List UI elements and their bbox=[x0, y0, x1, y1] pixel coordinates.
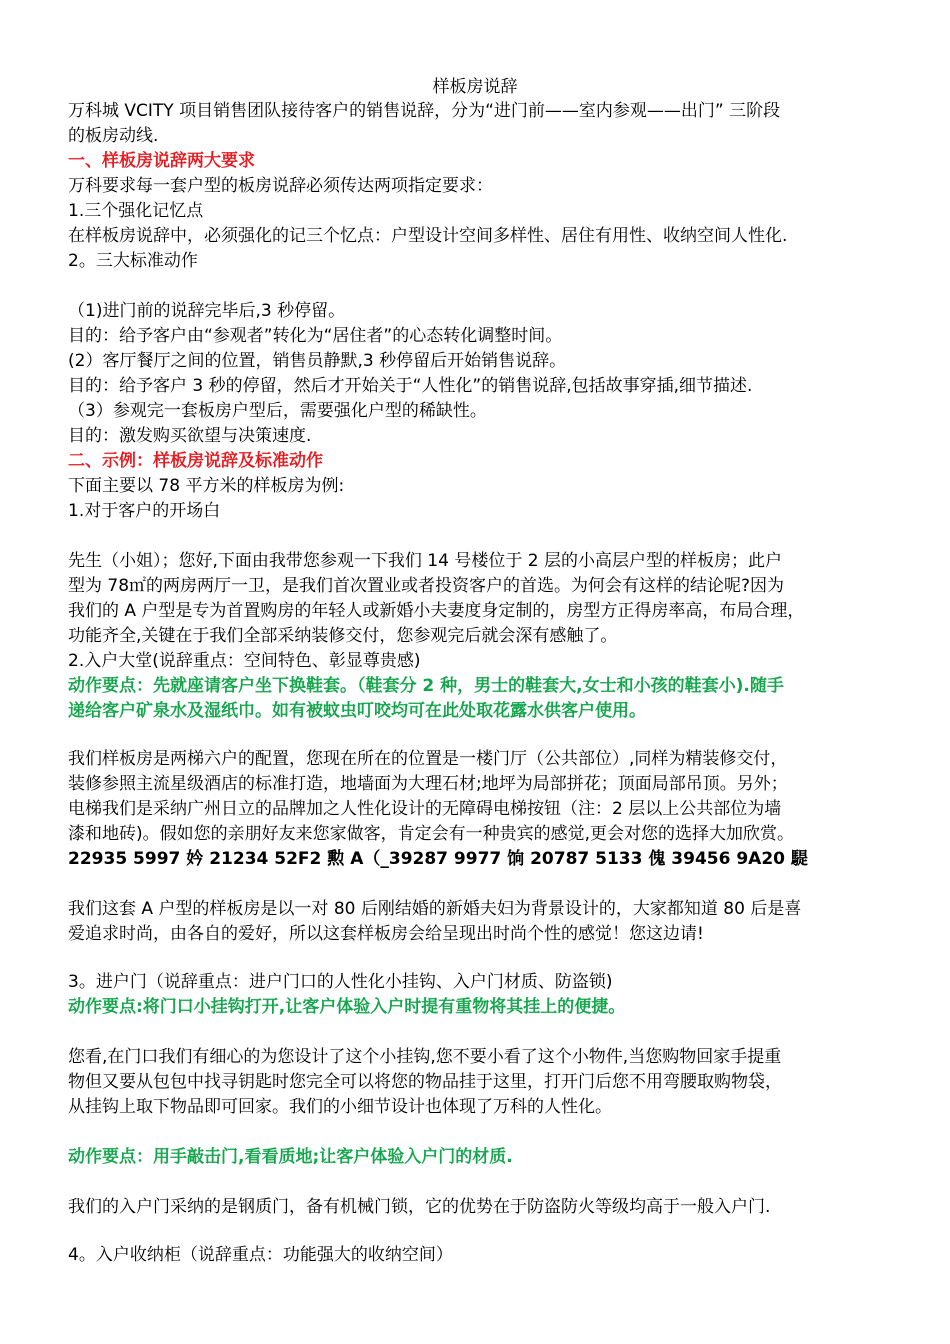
text-line: 的板房动线. bbox=[68, 126, 159, 146]
action-point: 动作要点：先就座请客户坐下换鞋套。（鞋套分 2 种，男士的鞋套大,女士和小孩的鞋套小).随手 bbox=[68, 676, 784, 696]
text-line: 装修参照主流星级酒店的标准打造，地墙面为大理石材;地坪为局部拼花；顶面局部吊顶。另外； bbox=[68, 774, 788, 794]
text-line: 物但又要从包包中找寻钥匙时您完全可以将您的物品挂于这里，打开门后您不用弯腰取购物袋， bbox=[68, 1072, 782, 1092]
text-line: 爱追求时尚，由各自的爱好，所以这套样板房会给呈现出时尚个性的感觉！您这边请! bbox=[68, 924, 704, 944]
section-heading: 二、示例：样板房说辞及标准动作 bbox=[68, 451, 323, 471]
text-line: 从挂钩上取下物品即可回家。我们的小细节设计也体现了万科的人性化。 bbox=[68, 1097, 612, 1117]
subheading: 1.三个强化记忆点 bbox=[68, 201, 204, 221]
text-line: 我们的 A 户型是专为首置购房的年轻人或新婚小夫妻度身定制的，房型方正得房率高，布局合理， bbox=[68, 601, 805, 621]
subheading: 1.对于客户的开场白 bbox=[68, 501, 221, 521]
text-line: (2）客厅餐厅之间的位置，销售员静默,3 秒停留后开始销售说辞。 bbox=[68, 351, 567, 371]
text-line: （1)进门前的说辞完毕后,3 秒停留。 bbox=[68, 301, 346, 321]
text-line: 下面主要以 78 平方米的样板房为例: bbox=[68, 476, 345, 496]
text-line: 先生（小姐）；您好,下面由我带您参观一下我们 14 号楼位于 2 层的小高层户型的样板房；此户 bbox=[68, 551, 782, 571]
text-line: 我们样板房是两梯六户的配置，您现在所在的位置是一楼门厅（公共部位）,同样为精装修交付， bbox=[68, 749, 788, 769]
text-line: 目的：给予客户 3 秒的停留，然后才开始关于“人性化”的销售说辞,包括故事穿插,细节描述. bbox=[68, 376, 753, 396]
text-line: 您看,在门口我们有细心的为您设计了这个小挂钩,您不要小看了这个小物件,当您购物回家手提重 bbox=[68, 1047, 782, 1067]
text-line: 漆和地砖)。假如您的亲朋好友来您家做客，肯定会有一种贵宾的感觉,更会对您的选择大加欣赏。 bbox=[68, 824, 795, 844]
action-point: 动作要点:将门口小挂钩打开,让客户体验入户时提有重物将其挂上的便捷。 bbox=[68, 997, 626, 1017]
text-line: 目的：激发购买欲望与决策速度. bbox=[68, 426, 312, 446]
text-line: 我们这套 A 户型的样板房是以一对 80 后刚结婚的新婚夫妇为背景设计的，大家都知道 80 后是喜 bbox=[68, 899, 802, 919]
text-line: 功能齐全,关键在于我们全部采纳装修交付，您参观完后就会深有感触了。 bbox=[68, 626, 618, 646]
text-line: 万科要求每一套户型的板房说辞必须传达两项指定要求： bbox=[68, 176, 493, 196]
document-title: 样板房说辞 bbox=[432, 77, 518, 97]
subheading: 4。入户收纳柜（说辞重点：功能强大的收纳空间） bbox=[68, 1245, 453, 1265]
action-point: 动作要点：用手敲击门,看看质地;让客户体验入户门的材质. bbox=[68, 1147, 513, 1167]
text-line: 型为 78㎡的两房两厅一卫，是我们首次置业或者投资客户的首选。为何会有这样的结论呢?因为 bbox=[68, 576, 785, 596]
subheading: 2。三大标准动作 bbox=[68, 251, 198, 271]
text-line: 万科城 VCITY 项目销售团队接待客户的销售说辞，分为“进门前——室内参观——出门” 三阶段 bbox=[68, 101, 781, 121]
text-line: 在样板房说辞中，必须强化的记三个忆点：户型设计空间多样性、居住有用性、收纳空间人性化. bbox=[68, 226, 788, 246]
section-heading: 一、样板房说辞两大要求 bbox=[68, 151, 255, 171]
text-line: 目的：给予客户由“参观者”转化为“居住者”的心态转化调整时间。 bbox=[68, 326, 563, 346]
text-line: 电梯我们是采纳广州日立的品牌加之人性化设计的无障碍电梯按钮（注：2 层以上公共部位为墙 bbox=[68, 799, 782, 819]
text-line: 我们的入户门采纳的是钢质门，备有机械门锁，它的优势在于防盗防火等级均高于一般入户门. bbox=[68, 1197, 771, 1217]
subheading: 3。进户门（说辞重点：进户门口的人性化小挂钩、入户门材质、防盗锁) bbox=[68, 972, 613, 992]
action-point: 递给客户矿泉水及湿纸巾。如有被蚊虫叮咬均可在此处取花露水供客户使用。 bbox=[68, 701, 646, 721]
garbled-line: 22935 5997 妗 21234 52F2 勲 A（_39287 9977 饷 20787 5133 傀 39456 9A20 騠 bbox=[68, 849, 808, 869]
subheading: 2.入户大堂(说辞重点：空间特色、彰显尊贵感) bbox=[68, 651, 421, 671]
text-line: （3）参观完一套板房户型后，需要强化户型的稀缺性。 bbox=[68, 401, 487, 421]
